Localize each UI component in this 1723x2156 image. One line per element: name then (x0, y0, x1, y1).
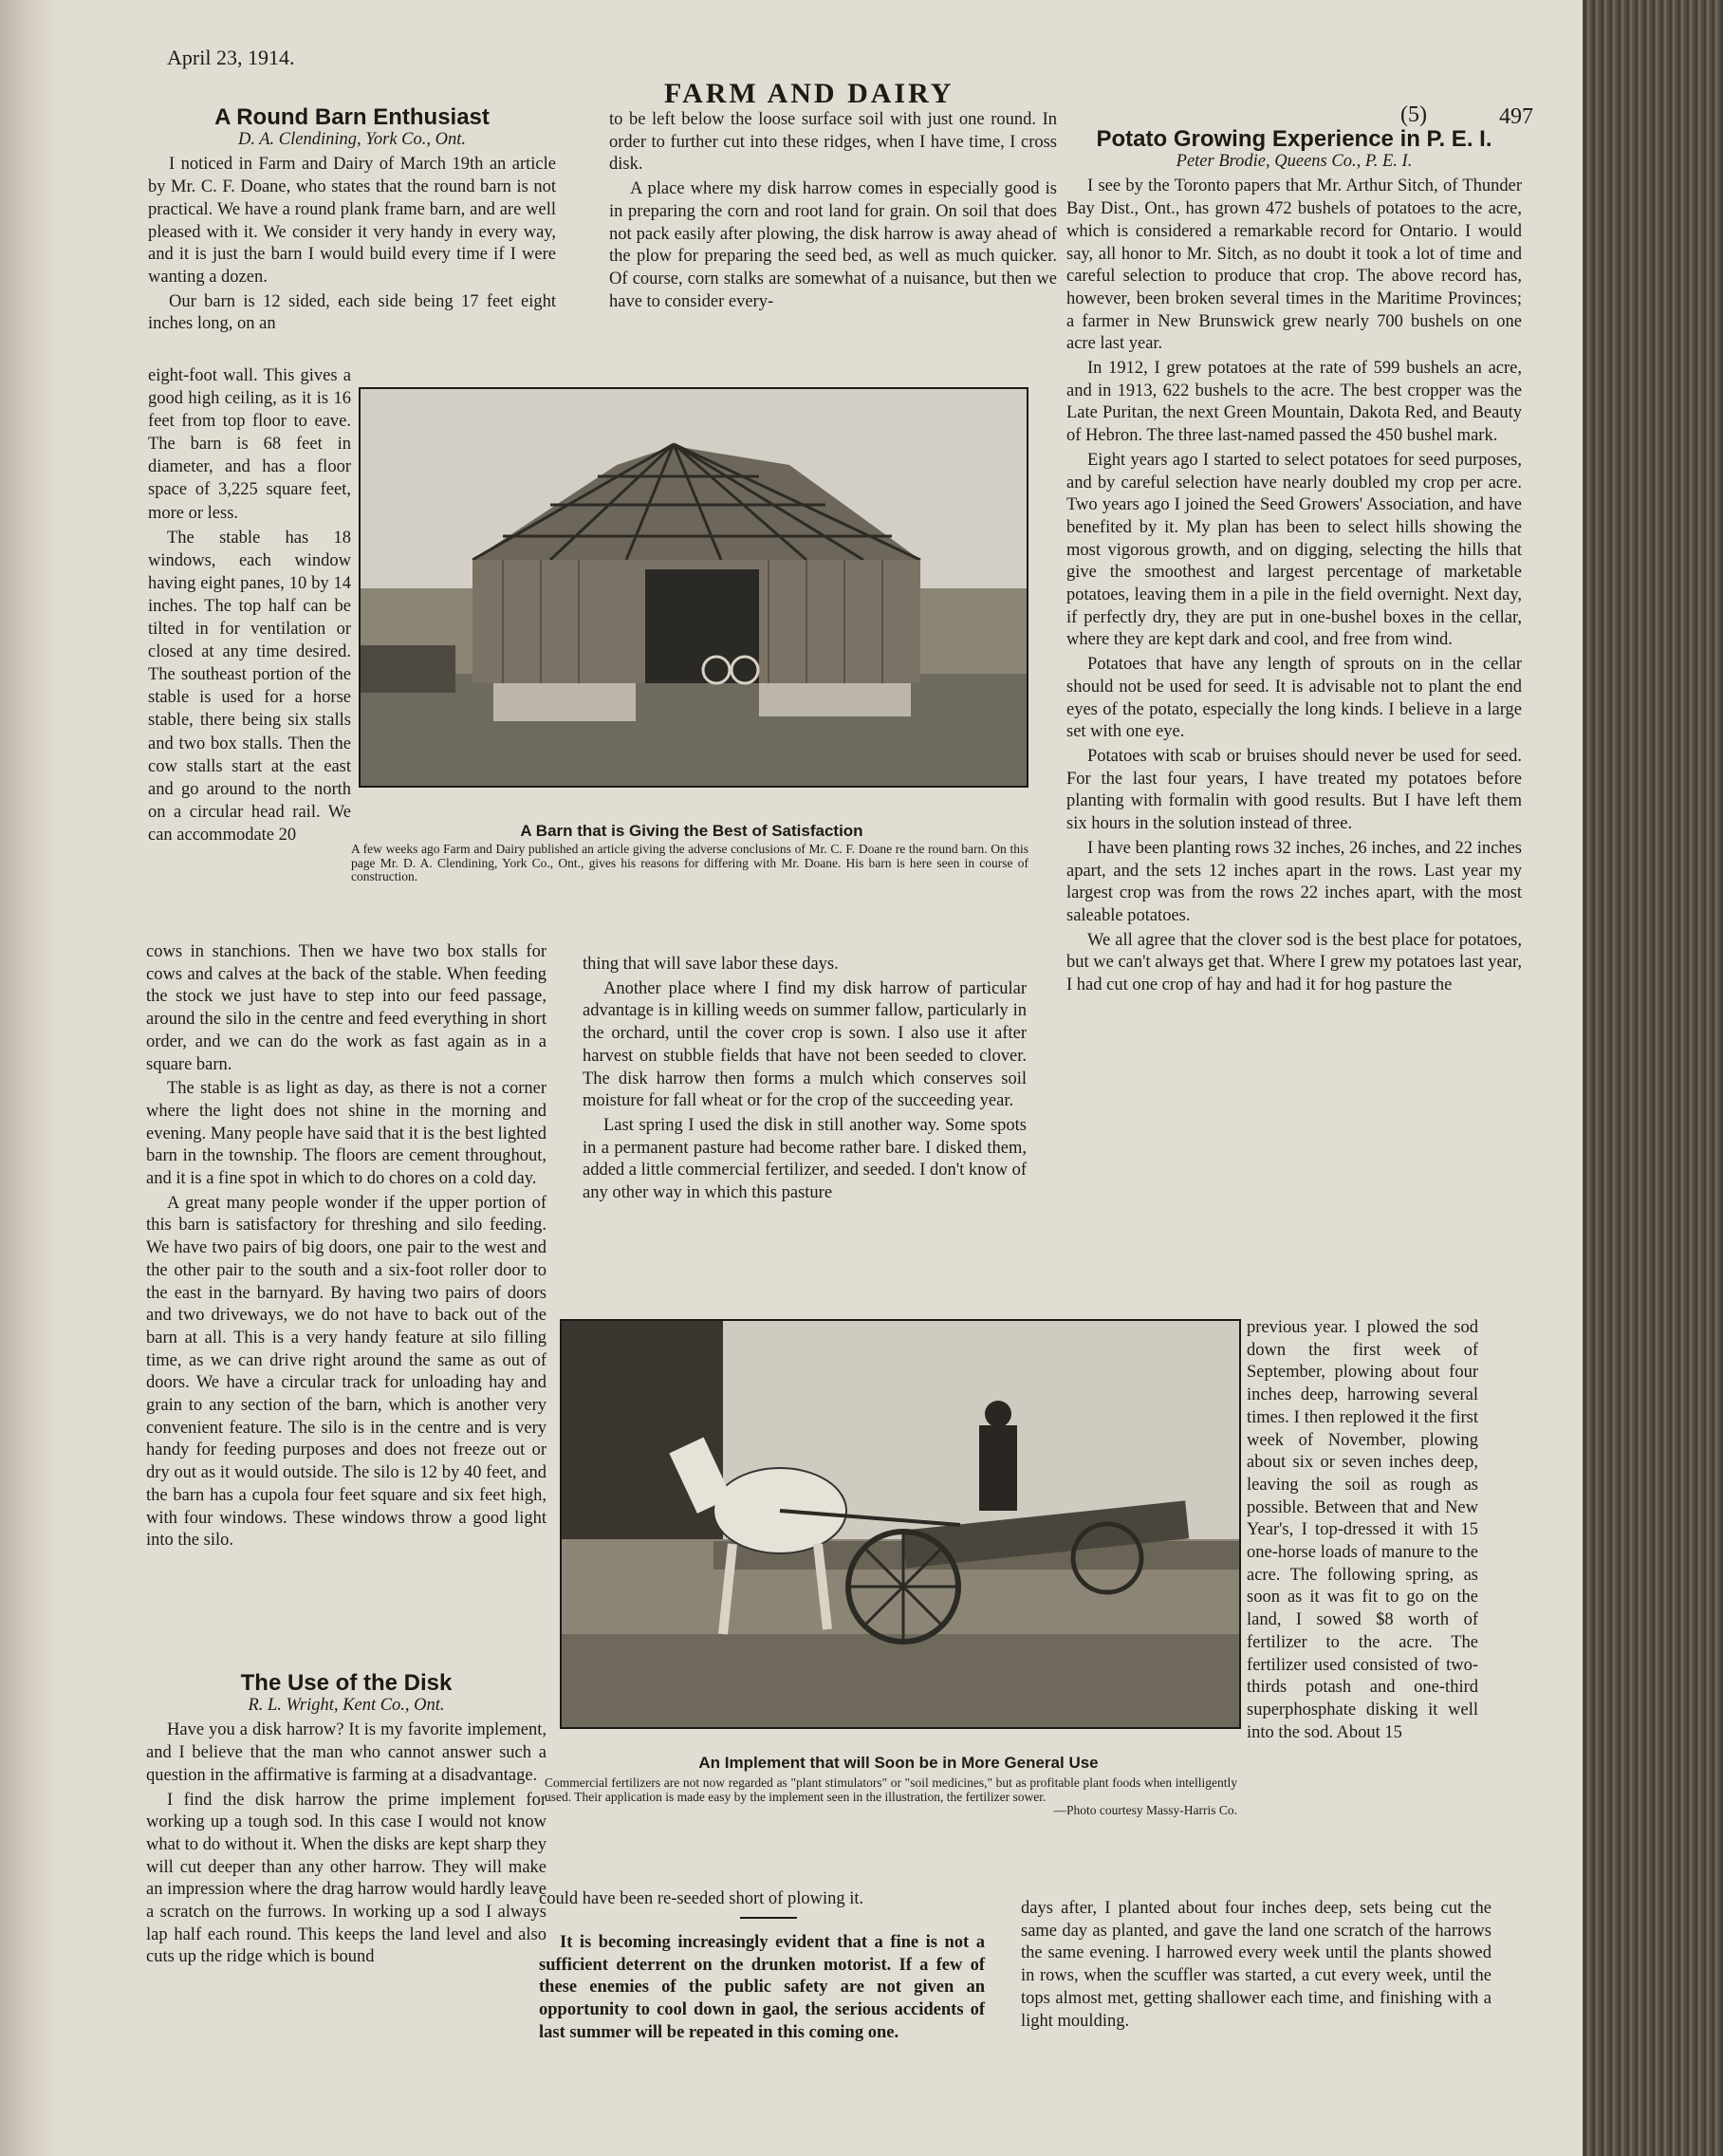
article-disk-middle (583, 954, 1027, 1207)
page-edge (0, 0, 57, 2156)
paragraph: The stable is as light as day, as there is not a corner where the light does not shine in the morning and evening. Many people have said that it is the best lighted barn in the township. The floors are cement throughout, and it is a fine spot in which to do chores on a cold day. (146, 1079, 547, 1189)
figure-title: A Barn that is Giving the Best of Satisfaction (520, 822, 863, 840)
paragraph: Last spring I used the disk in still another way. Some spots in a permanent pasture had become rather bare. I disked them, added a little commercial fertilizer, and seeded. I don't know of any other way in which this pasture (583, 1115, 1027, 1203)
paragraph: In 1912, I grew potatoes at the rate of 599 bushels an acre, and in 1913, 622 bushels to the acre. The best cropper was the Late Puritan, the next Green Mountain, Dakota Red, and Beauty of Hebron. The three last-named passed the 450 bushel mark. (1066, 359, 1522, 446)
article-potato-end (1021, 1898, 1491, 2035)
article-disk-end (539, 1888, 985, 1913)
paragraph: I have been planting rows 32 inches, 26 inches, and 22 inches apart, and the sets 12 inches apart in the rows. Last year my largest crop was from the rows 22 inches apart, with the most saleable potatoes. (1066, 838, 1522, 925)
article-potato-top (1066, 128, 1522, 999)
article-disk-bottom-left (146, 1672, 547, 1971)
paragraph: It is becoming increasingly evident that a fine is not a sufficient deterrent on the drunken motorist. If a few of these enemies of the public safety are not given an opportunity to cool down in gaol, the serious accidents of last summer will be repeated in this coming one. (539, 1933, 985, 2042)
article-round-barn-top (148, 106, 556, 338)
paragraph: A great many people wonder if the upper portion of this barn is satisfactory for threshing and silo feeding. We have two pairs of big doors, one pair to the west and the other pair to the south and a six-foot roller door to the east in the barnyard. By having two pairs of doors and two driveways, we do not have to back out of the barn at all. This is a very handy feature at silo filling time, as we can drive right around the same as out of doors. We have a circular track for unloading hay and grain to any section of the barn, which is another very convenient feature. The silo is in the centre and is very handy for feeding purposes and does not freeze out or dry out as it would outside. The silo is 12 by 40 feet, and the barn has a cupola four feet square and six feet high, with four windows. These windows throw a good light into the silo. (146, 1193, 547, 1551)
paragraph: previous year. I plowed the sod down the first week of September, plowing about four inches deep, harrowing several times. I then replowed it the first week of November, plowing about six or seven inches deep, leaving the soil as rough as possible. Between that and New Year's, I top-dressed it with 15 one-horse loads of manure to the acre. The following spring, as soon as it was fit to go on the land, I sowed $8 worth of fertilizer to the acre. The fertilizer used consisted of two-thirds potash and one-third superphosphate disking it well into the sod. About 15 (1247, 1318, 1478, 1742)
masthead-title: FARM AND DAIRY (664, 78, 954, 109)
issue-date: April 23, 1914. (167, 46, 295, 69)
page-number: 497 (1499, 104, 1533, 129)
article-headline: A Round Barn Enthusiast (214, 104, 490, 130)
paragraph: We all agree that the clover sod is the best place for potatoes, but we can't always get that. Where I grew my potatoes last year, I had cut one crop of hay and had it for hog pasture the (1066, 930, 1522, 995)
fertilizer-sower-image (562, 1321, 1239, 1727)
paragraph: Eight years ago I started to select potatoes for seed purposes, and by careful selection have nearly doubled my crop per acre. Two years ago I joined the Seed Growers' Association, and have benefited by it. My plan has been to select hills showing the most vigorous growth, and on digging, selecting the hills that give the smoothest and largest percentage of marketable potatoes, leaving them in a pile in the field overnight. Next day, if perfectly dry, they are put in one-bushel boxes in the cellar, where they are kept dark and cool, and free from wind. (1066, 450, 1522, 650)
paragraph: eight-foot wall. This gives a good high ceiling, as it is 16 feet from top floor to eave. The barn is 68 feet in diameter, and has a floor space of 3,225 square feet, more or less. (148, 366, 351, 523)
paragraph: Have you a disk harrow? It is my favorite implement, and I believe that the man who cannot answer such a question in the affirmative is farming at a disadvantage. (146, 1720, 547, 1785)
article-byline: D. A. Clendining, York Co., Ont. (237, 129, 466, 149)
paragraph: A place where my disk harrow comes in especially good is in preparing the corn and root land for grain. On soil that does not pack easily after plowing, the disk harrow is away ahead of the plow for preparing the seed bed, as well as much quicker. Of course, corn stalks are somewhat of a nuisance, but then we have to consider every- (609, 179, 1057, 311)
filler-paragraph (539, 1932, 985, 2047)
figure-title: An Implement that will Soon be in More General Use (698, 1754, 1099, 1772)
paragraph: days after, I planted about four inches deep, sets being cut the same day as planted, and gave the land one scratch of the harrows the same evening. I harrowed every week until the plants showed in rows, when the scuffler was started, a cut every week, until the tops almost met, getting shallower each time, and finishing with a light moulding. (1021, 1899, 1491, 2031)
paragraph: could have been re-seeded short of plowing it. (539, 1889, 864, 1908)
fertilizer-sower-photo (560, 1319, 1241, 1729)
article-round-barn-narrow (148, 364, 351, 848)
paragraph: The stable has 18 windows, each window having eight panes, 10 by 14 inches. The top half can be tilted in for ventilation or closed at any time desired. The southeast portion of the stable is used for a horse stable, there being six stalls and two box stalls. Then the cow stalls start at the east and go around to the north on a circular head rail. We can accommodate 20 (148, 528, 351, 845)
section-divider (740, 1917, 797, 1919)
figure-caption (545, 1776, 1237, 1818)
paragraph: I see by the Toronto papers that Mr. Arthur Sitch, of Thunder Bay Dist., Ont., has grown 472 bushels of potatoes to the acre, which is considered a remarkable record for Ontario. I would say, all honor to Mr. Sitch, as no doubt it took a lot of time and careful selection to produce that crop. The above record has, however, been broken several times in the Maritime Provinces; a farmer in New Brunswick grew nearly 700 bushels on one acre last year. (1066, 177, 1522, 354)
paragraph: Potatoes with scab or bruises should never be used for seed. For the last four years, I have treated my potatoes before planting with formalin with good results. But I have left them six hours in the solution instead of three. (1066, 746, 1522, 834)
paragraph: cows in stanchions. Then we have two box stalls for cows and calves at the back of the stable. When feeding the stock we just have to step into our feed passage, around the silo in the centre and feed everything in short order, and we can do the work as fast again as in a square barn. (146, 942, 547, 1074)
article-potato-narrow (1247, 1317, 1478, 1746)
paragraph: I find the disk harrow the prime implement for working up a tough sod. In this case I would not know what to do without it. When the disks are kept sharp they will cut deeper than any other harrow. They will make an impression where the drag harrow would hardly leave a scratch on the furrows. In working up a sod I always lap half each round. This keeps the land level and also cuts up the ridge which is bound (146, 1790, 547, 1967)
article-byline: R. L. Wright, Kent Co., Ont. (248, 1695, 445, 1715)
paragraph: to be left below the loose surface soil with just one round. In order to further cut into these ridges, when I have time, I cross disk. (609, 110, 1057, 175)
paragraph: thing that will save labor these days. (583, 955, 839, 974)
paragraph: Our barn is 12 sided, each side being 17 feet eight inches long, on an (148, 291, 556, 334)
article-headline: Potato Growing Experience in P. E. I. (1096, 126, 1492, 152)
article-round-barn-bottom (146, 941, 547, 1554)
round-barn-photo (359, 387, 1028, 788)
book-binding-gutter (1583, 0, 1723, 2156)
photo-credit: —Photo courtesy Massy-Harris Co. (1053, 1803, 1237, 1817)
article-byline: Peter Brodie, Queens Co., P. E. I. (1176, 151, 1413, 171)
paragraph: Another place where I find my disk harrow of particular advantage is in killing weeds on summer fallow, particularly in the orchard, until the cover crop is sown. I also use it after harvest on stubble fields that have not been seeded to clover. The disk harrow then forms a mulch which conserves soil moisture for fall wheat or for the crop of the succeeding year. (583, 978, 1027, 1111)
folio-number: (5) (1400, 102, 1427, 127)
caption-text: Commercial fertilizers are not now regarded as "plant stimulators" or "soil medicines," but as profitable plant foods when intelligently used. Their application is made easy by the implement seen in the illustration, the fertilizer sower. (545, 1775, 1237, 1804)
article-disk-top-middle (609, 109, 1057, 315)
paragraph: Potatoes that have any length of sprouts on in the cellar should not be used for seed. It is advisable not to plant the end eyes of the potato, especially the long kinds. I believe in a large set with one eye. (1066, 655, 1522, 742)
paragraph: I noticed in Farm and Dairy of March 19th an article by Mr. C. F. Doane, who states that the round barn is not practical. We have a round plank frame barn, and are well pleased with it. We consider it very handy in every way, and it is just the barn I would build every time if I were wanting a dozen. (148, 155, 556, 287)
round-barn-image (361, 389, 1027, 786)
figure-caption: A few weeks ago Farm and Dairy published an article giving the adverse conclusions of Mr. C. F. Doane re the round barn. On this page Mr. D. A. Clendining, York Co., Ont., gives his reasons for differing with Mr. Doane. His barn is here seen in course of construction. (351, 842, 1028, 883)
article-headline: The Use of the Disk (240, 1670, 453, 1696)
